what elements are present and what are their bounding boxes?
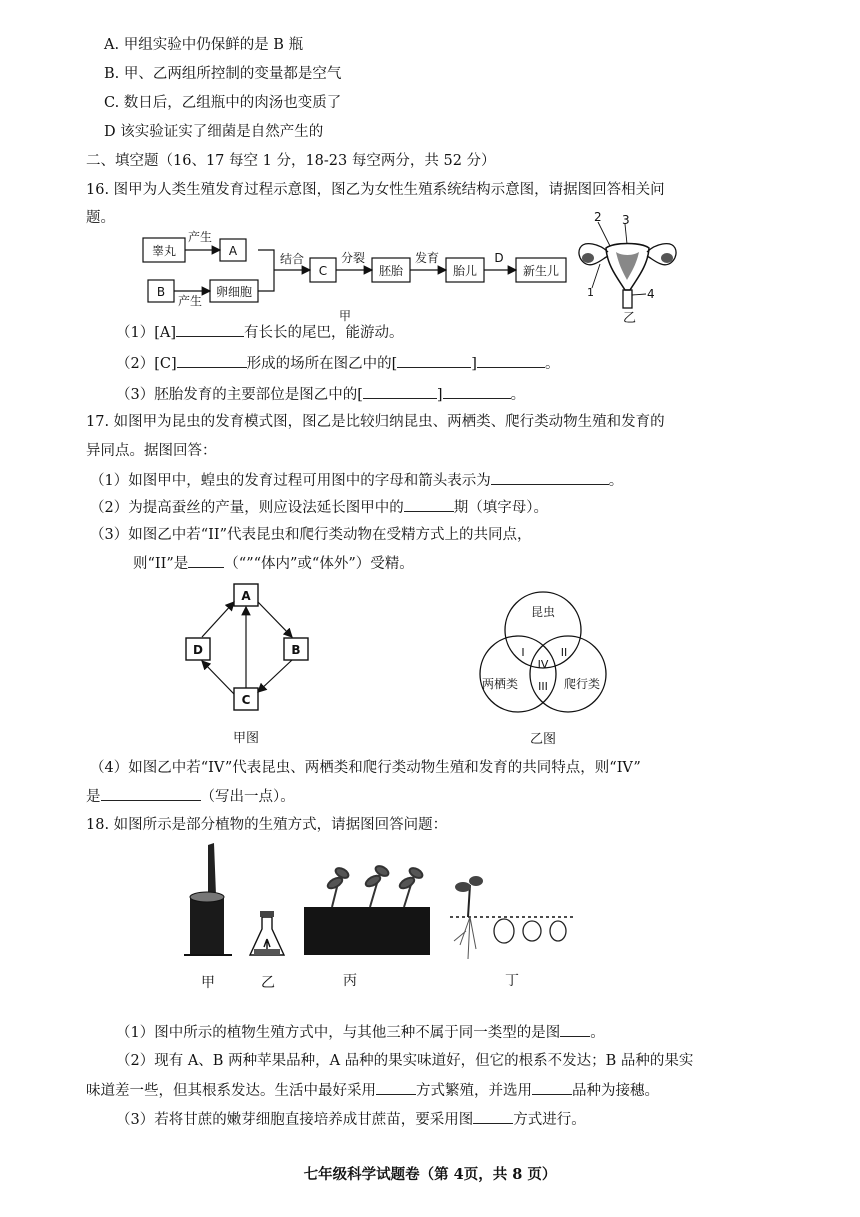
venn-insect: 昆虫 — [530, 605, 556, 619]
plant-reproduction-figures — [180, 835, 600, 995]
answer-blank[interactable] — [397, 353, 471, 368]
box-c-label: C — [318, 264, 328, 278]
fig-jia-label: 甲 — [201, 975, 215, 991]
produce-label-2: 产生 — [177, 294, 203, 308]
venn-region-3: III — [538, 680, 548, 693]
q17-sub1-text: （1）如图甲中，蝗虫的发育过程可用图中的字母和箭头表示为 — [90, 473, 491, 489]
q18-sub2-b-mid: 方式繁殖，并选用 — [416, 1083, 532, 1099]
flow-caption: 甲 — [338, 309, 352, 323]
option-c: C. 数日后，乙组瓶中的肉汤也变质了 — [104, 95, 342, 111]
q18-sub2-b — [86, 1080, 659, 1101]
option-d: D 该实验证实了细菌是自然产生的 — [104, 124, 324, 140]
q18-sub3-pre: （3）若将甘蔗的嫩芽细胞直接培养成甘蔗苗，要采用图 — [116, 1112, 474, 1128]
q17-stem-2: 异同点。据图回答： — [86, 443, 217, 459]
answer-blank[interactable] — [443, 384, 511, 399]
venn-amphibian: 两栖类 — [481, 677, 519, 691]
egg-label: 卵细胞 — [215, 285, 253, 299]
q17-sub2-post: 期（填字母）。 — [453, 500, 548, 516]
answer-blank[interactable] — [477, 353, 545, 368]
venn-region-4: IV — [537, 658, 549, 671]
q17-sub3b-post: （“”“体内”或“体外”）受精。 — [224, 556, 414, 572]
insect-cycle-diagram — [178, 580, 318, 750]
produce-label-1: 产生 — [187, 230, 213, 244]
venn-reptile: 爬行类 — [563, 677, 601, 691]
cycle-b: B — [291, 643, 301, 657]
q16-sub3 — [116, 384, 525, 405]
q16-stem-2: 题。 — [86, 210, 115, 226]
q18-sub1-post: 。 — [590, 1025, 605, 1041]
q16-sub3-pre: （3）胚胎发育的主要部位是图乙中的[ — [116, 387, 363, 403]
q16-stem-1: 16. 图甲为人类生殖发育过程示意图，图乙为女性生殖系统结构示意图，请据图回答相关问 — [86, 182, 665, 198]
answer-blank[interactable] — [491, 470, 609, 485]
q18-sub2-a: （2）现有 A、B 两种苹果品种，A 品种的果实味道好，但它的根系不发达；B 品种的果实 — [116, 1053, 694, 1069]
fig-ding-label: 丁 — [505, 973, 519, 989]
answer-blank[interactable] — [176, 322, 244, 337]
q18-stem: 18. 如图所示是部分植物的生殖方式，请据图回答问题： — [86, 817, 448, 833]
q17-sub2 — [90, 497, 548, 518]
q17-sub4b — [86, 786, 295, 807]
fig-yi-label: 乙 — [261, 975, 275, 991]
answer-blank[interactable] — [560, 1022, 590, 1037]
answer-blank[interactable] — [532, 1080, 572, 1095]
uterus-num-4: 4 — [647, 287, 655, 301]
venn-region-2: II — [560, 646, 568, 659]
newborn-label: 新生儿 — [522, 264, 560, 278]
answer-blank[interactable] — [363, 384, 437, 399]
develop-label: 发育 — [414, 251, 440, 265]
divide-label: 分裂 — [340, 251, 366, 265]
answer-blank[interactable] — [404, 497, 454, 512]
option-b: B. 甲、乙两组所控制的变量都是空气 — [104, 66, 342, 82]
q18-sub3-post: 方式进行。 — [513, 1112, 586, 1128]
box-a-label: A — [228, 244, 238, 258]
venn-diagram — [468, 588, 618, 753]
uterus-diagram — [570, 210, 685, 325]
combine-label: 结合 — [279, 252, 305, 266]
q18-sub2-b-pre: 味道差一些，但其根系发达。生活中最好采用 — [86, 1083, 376, 1099]
cycle-a: A — [241, 589, 251, 603]
answer-blank[interactable] — [101, 786, 201, 801]
answer-blank[interactable] — [376, 1080, 416, 1095]
q17-sub2-pre: （2）为提高蚕丝的产量，则应设法延长图甲中的 — [90, 500, 404, 516]
uterus-num-2: 2 — [594, 210, 602, 224]
q17-sub4: （4）如图乙中若“IV”代表昆虫、两栖类和爬行类动物生殖和发育的共同特点，则“IV” — [90, 760, 641, 776]
section-heading: 二、填空题（16、17 每空 1 分，18-23 每空两分，共 52 分） — [86, 153, 496, 169]
venn-region-1: I — [521, 646, 525, 659]
q17-sub1-end: 。 — [608, 473, 624, 489]
fig-bing-label: 丙 — [343, 973, 357, 989]
reproduction-flow-diagram — [140, 225, 580, 325]
uterus-num-3: 3 — [622, 213, 630, 227]
q16-sub2-pre: （2）[C] — [116, 356, 177, 372]
q17-sub4b-pre: 是 — [86, 789, 101, 805]
q16-sub1-pre: （1）[A] — [116, 325, 177, 341]
box-b-label: B — [156, 285, 166, 299]
q17-sub1 — [90, 470, 623, 491]
q16-sub2 — [116, 353, 559, 374]
cycle-caption: 甲图 — [232, 731, 260, 746]
page-footer: 七年级科学试题卷（第 4页，共 8 页） — [303, 1166, 557, 1183]
q16-sub2-mid: 形成的场所在图乙中的[ — [246, 356, 398, 372]
fetus-label: 胎儿 — [452, 264, 478, 278]
q16-sub2-end: ] — [471, 356, 477, 372]
q16-sub1-post: 有长长的尾巴，能游动。 — [244, 325, 404, 341]
option-a: A. 甲组实验中仍保鲜的是 B 瓶 — [104, 37, 304, 53]
q18-sub2-b-post: 品种为接穗。 — [572, 1083, 659, 1099]
q17-sub3: （3）如图乙中若“II”代表昆虫和爬行类动物在受精方式上的共同点， — [90, 527, 532, 543]
cycle-c: C — [241, 693, 251, 707]
letter-d-label: D — [494, 251, 504, 265]
q16-sub3-post: 。 — [510, 387, 526, 403]
q18-sub3 — [116, 1109, 586, 1130]
q16-sub1 — [116, 322, 404, 343]
q17-stem-1: 17. 如图甲为昆虫的发育模式图，图乙是比较归纳昆虫、两栖类、爬行类动物生殖和发育的 — [86, 414, 665, 430]
q17-sub4b-post: （写出一点）。 — [200, 789, 295, 805]
answer-blank[interactable] — [188, 553, 224, 568]
venn-caption: 乙图 — [529, 732, 557, 747]
testis-label: 睾丸 — [151, 244, 177, 258]
uterus-caption: 乙 — [623, 311, 637, 325]
cycle-d: D — [193, 643, 203, 657]
q18-sub1 — [116, 1022, 605, 1043]
q18-sub1-pre: （1）图中所示的植物生殖方式中，与其他三种不属于同一类型的是图 — [116, 1025, 561, 1041]
uterus-num-1: 1 — [587, 286, 594, 299]
answer-blank[interactable] — [473, 1109, 513, 1124]
answer-blank[interactable] — [177, 353, 247, 368]
q17-sub3b-pre: 则“II”是 — [133, 556, 189, 572]
q16-sub3-end: ] — [436, 387, 443, 403]
q16-sub2-post: 。 — [544, 356, 560, 372]
embryo-label: 胚胎 — [378, 264, 404, 278]
q17-sub3b — [133, 553, 414, 574]
